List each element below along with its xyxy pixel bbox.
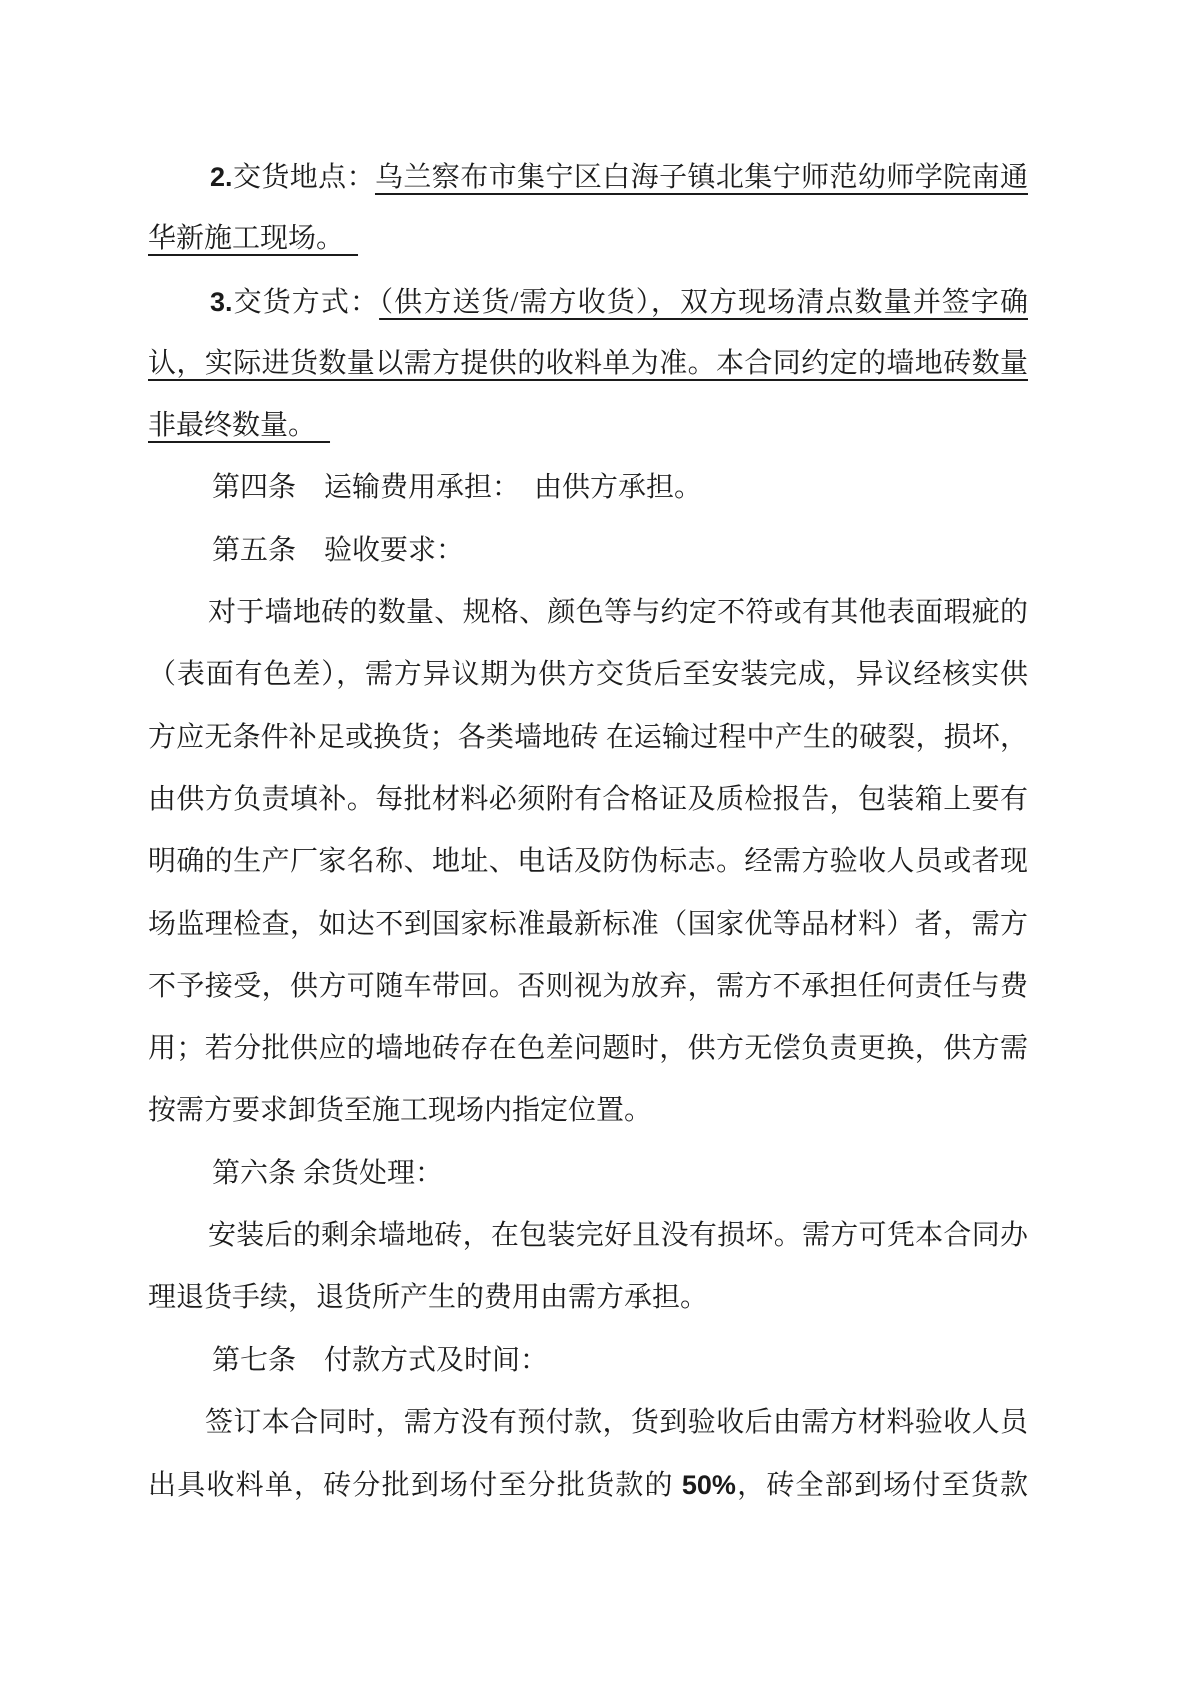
- document-line: [148, 956, 1028, 1018]
- document-line: [148, 1330, 1028, 1392]
- document-line: [148, 333, 1028, 395]
- document-line: [148, 1392, 1028, 1454]
- document-line: [148, 520, 1028, 582]
- underlined-text-segment: 非最终数量。: [148, 410, 331, 442]
- text-segment: 方应无条件补足或换货；各类墙地砖 在运输过程中产生的破裂，损坏，: [148, 721, 1028, 753]
- text-segment: 3.: [210, 286, 233, 317]
- text-segment: 用；若分批供应的墙地砖存在色差问题时，供方无偿负责更换，供方需: [148, 1033, 1028, 1065]
- underlined-text-segment: 认，实际进货数量以需方提供的收料单为准。本合同约定的墙地砖数量: [148, 347, 1028, 379]
- document-line: [148, 894, 1028, 956]
- text-segment: 场监理检查，如达不到国家标准最新标准（国家优等品材料）者，需方: [148, 908, 1028, 940]
- text-segment: （表面有色差），需方异议期为供方交货后至安装完成，异议经核实供: [148, 659, 1028, 691]
- text-segment: 第五条 验收要求：: [212, 534, 465, 566]
- text-segment: 交货地点：: [232, 162, 375, 193]
- text-segment: 由供方负责填补。每批材料必须附有合格证及质检报告，包装箱上要有: [148, 783, 1028, 815]
- text-segment: 安装后的剩余墙地砖，在包装完好且没有损坏。需方可凭本合同办: [208, 1220, 1028, 1252]
- text-segment: 签订本合同时，需方没有预付款，货到验收后由需方材料验收人员: [205, 1406, 1028, 1438]
- document-line: [148, 1205, 1028, 1267]
- text-segment: 出具收料单，砖分批到场付至分批货款的: [148, 1470, 682, 1502]
- text-segment: 对于墙地砖的数量、规格、颜色等与约定不符或有其他表面瑕疵的: [208, 597, 1028, 629]
- document-line: [148, 457, 1028, 519]
- document-line: [148, 146, 1028, 208]
- document-line: [148, 395, 1028, 457]
- document-line: [148, 1018, 1028, 1080]
- document-line: [148, 582, 1028, 644]
- text-segment: 按需方要求卸货至施工现场内指定位置。: [148, 1095, 653, 1127]
- document-line: [148, 769, 1028, 831]
- text-segment: 明确的生产厂家名称、地址、电话及防伪标志。经需方验收人员或者现: [148, 846, 1028, 878]
- document-line: [148, 208, 1028, 270]
- underlined-text-segment: （供方送货/需方收货），双方现场清点数量并签字确: [379, 286, 1028, 318]
- text-segment: ，砖全部到场付至货款: [735, 1470, 1028, 1502]
- document-line: [148, 1143, 1028, 1205]
- text-segment: 2.: [210, 162, 233, 192]
- text-segment: 50%: [681, 1470, 736, 1501]
- document-line: [148, 271, 1028, 333]
- text-segment: 第六条 余货处理：: [212, 1157, 444, 1189]
- text-segment: 第四条 运输费用承担： 由供方承担。: [212, 472, 703, 504]
- document-line: [148, 707, 1028, 769]
- underlined-text-segment: 华新施工现场。: [148, 223, 359, 255]
- text-segment: 理退货手续，退货所产生的费用由需方承担。: [148, 1282, 709, 1314]
- text-segment: 交货方式：: [232, 286, 380, 318]
- document-line: [148, 831, 1028, 893]
- text-segment: 第七条 付款方式及时间：: [212, 1344, 549, 1376]
- text-segment: 不予接受，供方可随车带回。否则视为放弃，需方不承担任何责任与费: [148, 970, 1028, 1002]
- document-line: [148, 1454, 1028, 1516]
- document-line: [148, 644, 1028, 706]
- document-line: [148, 1267, 1028, 1329]
- underlined-text-segment: 乌兰察布市集宁区白海子镇北集宁师范幼师学院南通: [374, 162, 1028, 193]
- document-lines: [148, 0, 1028, 1517]
- document-line: [148, 1080, 1028, 1142]
